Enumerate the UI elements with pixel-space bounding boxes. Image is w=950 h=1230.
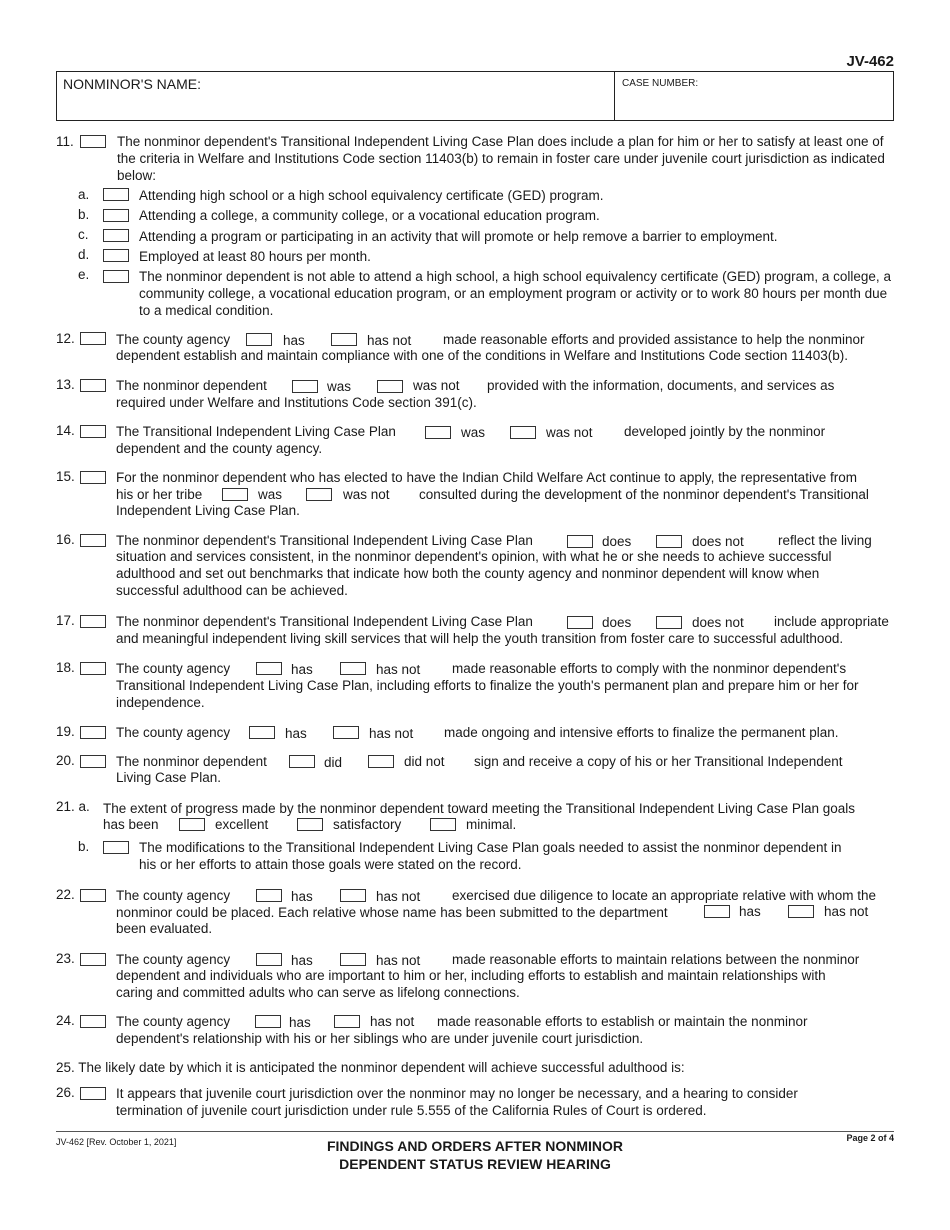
item-21a-text-b: has been: [103, 817, 159, 832]
item-22-text-d: been evaluated.: [116, 921, 213, 936]
item-24-has-checkbox[interactable]: [255, 1015, 281, 1028]
item-16-does-checkbox[interactable]: [567, 535, 593, 548]
item-12-has-label: has: [283, 333, 305, 348]
footer-title-line-1: FINDINGS AND ORDERS AFTER NONMINOR: [326, 1138, 624, 1154]
item-11c-checkbox[interactable]: [103, 229, 129, 242]
item-17-does-not-label: does not: [692, 615, 744, 630]
item-13-number: 13.: [56, 377, 75, 392]
item-11a-text: Attending high school or a high school equivalency certificate (GED) program.: [139, 188, 604, 203]
item-17-text-a: The nonminor dependent's Transitional Independent Living Case Plan: [116, 614, 533, 629]
item-24-text-b: made reasonable efforts to establish or maintain the nonminor: [437, 1014, 808, 1029]
item-11d-text: Employed at least 80 hours per month.: [139, 249, 371, 264]
item-21b-letter: b.: [78, 839, 90, 854]
caption-box: [56, 71, 894, 121]
item-19-has-label: has: [285, 726, 307, 741]
item-23-text-c: dependent and individuals who are important to him or her, including efforts to establish and maintain relationships with caring and committed adults who can serve as lifelong connections.: [116, 968, 826, 1000]
item-12-text-a: The county agency: [116, 332, 231, 347]
item-24-text-c: dependent's relationship with his or her siblings who are under juvenile court jurisdiction.: [116, 1031, 644, 1046]
item-18-has-checkbox[interactable]: [256, 662, 282, 675]
item-20-text-a: The nonminor dependent: [116, 754, 267, 769]
item-14-text-c: dependent and the county agency.: [116, 441, 323, 456]
case-number-label: CASE NUMBER:: [622, 78, 699, 89]
item-17-number: 17.: [56, 613, 75, 628]
item-17-does-not-checkbox[interactable]: [656, 616, 682, 629]
item-22-has-not-checkbox[interactable]: [340, 889, 366, 902]
item-16-does-not-checkbox[interactable]: [656, 535, 682, 548]
item-18-has-not-label: has not: [376, 662, 421, 677]
item-18-text-c: Transitional Independent Living Case Plan, including efforts to finalize the youth's permanent plan and prepare him or her for independence.: [116, 678, 859, 710]
item-22-evaluated-has-not-label: has not: [824, 904, 869, 919]
item-15-was-not-checkbox[interactable]: [306, 488, 332, 501]
item-11b-text: Attending a college, a community college, or a vocational education program.: [139, 208, 600, 223]
item-17-does-label: does: [602, 615, 632, 630]
item-21a-text-a: The extent of progress made by the nonminor dependent toward meeting the Transitional Independent Living Case Plan goals: [103, 801, 855, 816]
item-13-checkbox[interactable]: [80, 379, 106, 392]
item-21-minimal-checkbox[interactable]: [430, 818, 456, 831]
item-15-was-not-label: was not: [343, 487, 390, 502]
item-11d-letter: d.: [78, 247, 90, 262]
item-12-number: 12.: [56, 331, 75, 346]
footer-title-line-2: DEPENDENT STATUS REVIEW HEARING: [339, 1156, 611, 1172]
item-26-checkbox[interactable]: [80, 1087, 106, 1100]
item-20-did-not-checkbox[interactable]: [368, 755, 394, 768]
item-24-number: 24.: [56, 1013, 75, 1028]
item-22-text-a: The county agency: [116, 888, 231, 903]
nonminor-name-label: NONMINOR'S NAME:: [63, 76, 202, 92]
item-14-was-checkbox[interactable]: [425, 426, 451, 439]
item-22-evaluated-has-checkbox[interactable]: [704, 905, 730, 918]
item-23-has-label: has: [291, 953, 313, 968]
item-24-text-a: The county agency: [116, 1014, 231, 1029]
item-14-was-label: was: [461, 425, 486, 440]
item-11e-text: The nonminor dependent is not able to attend a high school, a high school equivalency certificate (GED) program, a college, a community college, a vocational education program, or an employment program or activity or to work 80 hours per month due to a medical condition.: [139, 269, 891, 318]
item-17-checkbox[interactable]: [80, 615, 106, 628]
footer-revision: JV-462 [Rev. October 1, 2021]: [56, 1137, 177, 1147]
item-12-has-not-label: has not: [367, 333, 412, 348]
item-11b-letter: b.: [78, 207, 90, 222]
item-16-does-not-label: does not: [692, 534, 744, 549]
item-21-excellent-checkbox[interactable]: [179, 818, 205, 831]
item-13-was-checkbox[interactable]: [292, 380, 318, 393]
item-19-has-checkbox[interactable]: [249, 726, 275, 739]
item-11-number: 11.: [56, 134, 74, 149]
item-16-checkbox[interactable]: [80, 534, 106, 547]
item-21-minimal-label: minimal.: [466, 817, 517, 832]
item-19-number: 19.: [56, 724, 75, 739]
item-11a-letter: a.: [78, 187, 90, 202]
item-23-text-b: made reasonable efforts to maintain relations between the nonminor: [452, 952, 860, 967]
item-12-checkbox[interactable]: [80, 332, 106, 345]
item-14-checkbox[interactable]: [80, 425, 106, 438]
form-number: JV-462: [846, 53, 894, 70]
item-21-excellent-label: excellent: [215, 817, 269, 832]
item-16-number: 16.: [56, 532, 75, 547]
item-24-has-label: has: [289, 1015, 311, 1030]
item-20-text-b: sign and receive a copy of his or her Transitional Independent: [474, 754, 843, 769]
item-23-has-not-checkbox[interactable]: [340, 953, 366, 966]
item-16-text-b: reflect the living: [778, 533, 872, 548]
item-17-does-checkbox[interactable]: [567, 616, 593, 629]
item-17-text-c: and meaningful independent living skill services that will help the youth transition from foster care to successful adulthood.: [116, 631, 844, 646]
item-15-text-a: For the nonminor dependent who has elected to have the Indian Child Welfare Act continue to apply, the representative from: [116, 470, 857, 485]
item-17-text-b: include appropriate: [774, 614, 889, 629]
caption-divider: [614, 72, 615, 120]
item-24-has-not-label: has not: [370, 1014, 415, 1029]
item-20-number: 20.: [56, 753, 75, 768]
item-18-has-not-checkbox[interactable]: [340, 662, 366, 675]
item-14-was-not-label: was not: [546, 425, 593, 440]
item-21b-checkbox[interactable]: [103, 841, 129, 854]
item-23-number: 23.: [56, 951, 75, 966]
item-20-did-label: did: [324, 755, 343, 770]
item-16-does-label: does: [602, 534, 632, 549]
item-20-checkbox[interactable]: [80, 755, 106, 768]
item-20-did-not-label: did not: [404, 754, 445, 769]
item-19-checkbox[interactable]: [80, 726, 106, 739]
item-13-text-c: required under Welfare and Institutions Code section 391(c).: [116, 395, 477, 410]
footer-title: [0, 1137, 950, 1173]
footer-divider: [56, 1131, 894, 1132]
item-13-text-b: provided with the information, documents, and services as: [487, 378, 835, 393]
item-15-was-label: was: [258, 487, 283, 502]
item-14-text-a: The Transitional Independent Living Case Plan: [116, 424, 396, 439]
item-13-was-not-checkbox[interactable]: [377, 380, 403, 393]
item-14-text-b: developed jointly by the nonminor: [624, 424, 826, 439]
item-13-was-label: was: [327, 379, 352, 394]
item-14-number: 14.: [56, 423, 75, 438]
item-19-has-not-checkbox[interactable]: [333, 726, 359, 739]
item-15-text-b: his or her tribe: [116, 487, 203, 502]
item-25-text: 25. The likely date by which it is anticipated the nonminor dependent will achieve successful adulthood is:: [56, 1060, 685, 1075]
item-19-text-a: The county agency: [116, 725, 231, 740]
item-11e-letter: e.: [78, 267, 90, 282]
item-18-checkbox[interactable]: [80, 662, 106, 675]
item-19-has-not-label: has not: [369, 726, 414, 741]
item-24-checkbox[interactable]: [80, 1015, 106, 1028]
item-26-text: It appears that juvenile court jurisdiction over the nonminor may no longer be necessary, and a hearing to consider termination of juvenile court jurisdiction under rule 5.555 of the California Rules of Court is ordered.: [116, 1086, 798, 1118]
item-23-text-a: The county agency: [116, 952, 231, 967]
item-16-text-a: The nonminor dependent's Transitional Independent Living Case Plan: [116, 533, 533, 548]
item-15-was-checkbox[interactable]: [222, 488, 248, 501]
item-16-text-c: situation and services consistent, in the nonminor dependent's opinion, with what he or she needs to achieve successful adulthood and set out benchmarks that indicate how both the county agency and nonminor dependent will know when successful adulthood can be achieved.: [116, 549, 832, 598]
item-19-text-b: made ongoing and intensive efforts to finalize the permanent plan.: [444, 725, 839, 740]
item-23-has-not-label: has not: [376, 953, 421, 968]
footer-page-number: Page 2 of 4: [846, 1133, 894, 1143]
item-21-satisfactory-checkbox[interactable]: [297, 818, 323, 831]
item-24-has-not-checkbox[interactable]: [334, 1015, 360, 1028]
item-15-checkbox[interactable]: [80, 471, 106, 484]
item-21-number: 21. a.: [56, 799, 90, 814]
item-22-text-b: exercised due diligence to locate an appropriate relative with whom the: [452, 888, 876, 903]
item-13-was-not-label: was not: [413, 378, 460, 393]
item-11a-checkbox[interactable]: [103, 188, 129, 201]
item-11-text: The nonminor dependent's Transitional Independent Living Case Plan does include a plan for him or her to satisfy at least one of the criteria in Welfare and Institutions Code section 11403(b) to remain in foster care under juvenile court jurisdiction as indicated below:: [117, 134, 885, 183]
item-11e-checkbox[interactable]: [103, 270, 129, 283]
item-11d-checkbox[interactable]: [103, 249, 129, 262]
item-18-has-label: has: [291, 662, 313, 677]
item-11-checkbox[interactable]: [80, 135, 106, 148]
item-18-text-a: The county agency: [116, 661, 231, 676]
item-18-text-b: made reasonable efforts to comply with the nonminor dependent's: [452, 661, 847, 676]
item-12-has-not-checkbox[interactable]: [331, 333, 357, 346]
item-22-evaluated-has-label: has: [739, 904, 761, 919]
item-21b-text: The modifications to the Transitional Independent Living Case Plan goals needed to assist the nonminor dependent in his or her efforts to attain those goals were stated on the record.: [139, 840, 842, 872]
item-22-has-label: has: [291, 889, 313, 904]
item-26-number: 26.: [56, 1085, 75, 1100]
item-23-has-checkbox[interactable]: [256, 953, 282, 966]
item-11c-text: Attending a program or participating in an activity that will promote or help remove a barrier to employment.: [139, 229, 778, 244]
item-23-checkbox[interactable]: [80, 953, 106, 966]
item-22-has-not-label: has not: [376, 889, 421, 904]
item-12-has-checkbox[interactable]: [246, 333, 272, 346]
item-12-text-c: dependent establish and maintain compliance with one of the conditions in Welfare and Institutions Code section 11403(b).: [116, 348, 848, 363]
item-22-checkbox[interactable]: [80, 889, 106, 902]
item-14-was-not-checkbox[interactable]: [510, 426, 536, 439]
item-13-text-a: The nonminor dependent: [116, 378, 267, 393]
item-20-text-c: Living Case Plan.: [116, 770, 222, 785]
item-12-text-b: made reasonable efforts and provided assistance to help the nonminor: [443, 332, 865, 347]
item-20-did-checkbox[interactable]: [289, 755, 315, 768]
item-22-number: 22.: [56, 887, 75, 902]
item-15-text-d: Independent Living Case Plan.: [116, 503, 300, 518]
item-22-evaluated-has-not-checkbox[interactable]: [788, 905, 814, 918]
item-11c-letter: c.: [78, 227, 89, 242]
item-11b-checkbox[interactable]: [103, 209, 129, 222]
item-15-text-c: consulted during the development of the nonminor dependent's Transitional: [419, 487, 869, 502]
item-15-number: 15.: [56, 469, 75, 484]
item-22-has-checkbox[interactable]: [256, 889, 282, 902]
item-22-text-c: nonminor could be placed. Each relative whose name has been submitted to the department: [116, 905, 668, 920]
item-18-number: 18.: [56, 660, 75, 675]
item-21-satisfactory-label: satisfactory: [333, 817, 402, 832]
